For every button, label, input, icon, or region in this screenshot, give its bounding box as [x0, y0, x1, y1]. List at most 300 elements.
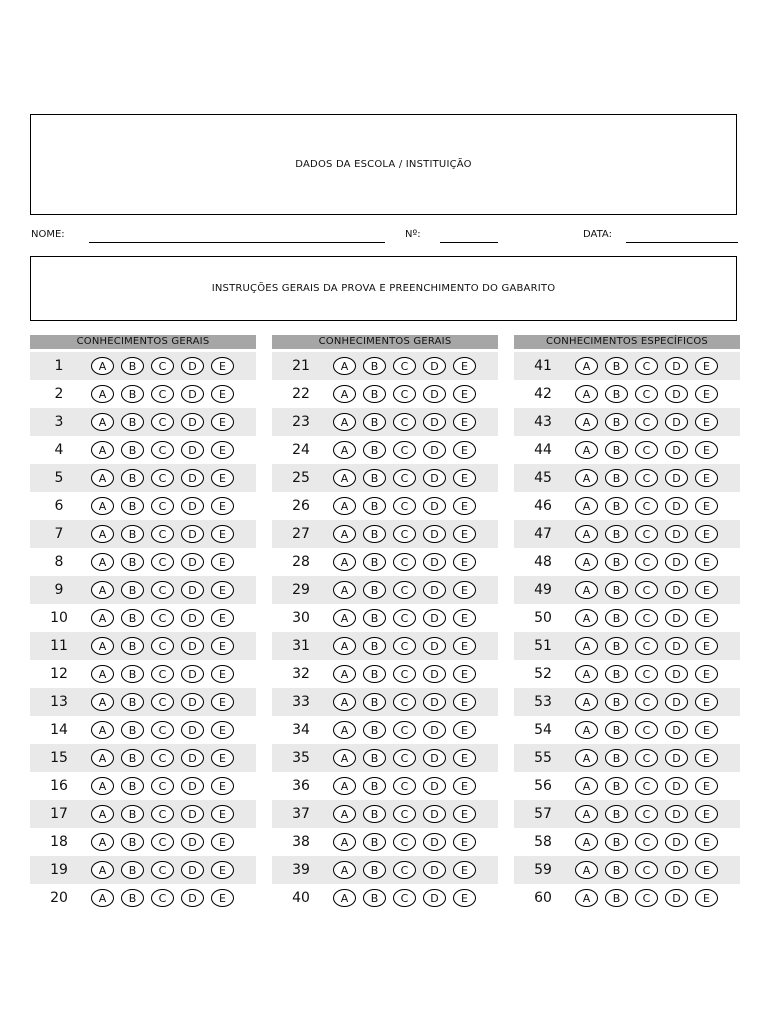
answer-bubble-a[interactable]: A: [575, 777, 598, 795]
answer-bubble-e[interactable]: E: [453, 805, 476, 823]
answer-bubble-a[interactable]: A: [575, 637, 598, 655]
answer-bubble-e[interactable]: E: [453, 385, 476, 403]
answer-bubble-a[interactable]: A: [575, 665, 598, 683]
answer-bubble-a[interactable]: A: [91, 637, 114, 655]
answer-bubble-e[interactable]: E: [453, 525, 476, 543]
answer-bubble-b[interactable]: B: [363, 553, 386, 571]
answer-bubble-a[interactable]: A: [91, 665, 114, 683]
answer-bubble-c[interactable]: C: [151, 777, 174, 795]
answer-bubble-c[interactable]: C: [635, 525, 658, 543]
answer-bubble-e[interactable]: E: [453, 637, 476, 655]
answer-bubble-e[interactable]: E: [695, 469, 718, 487]
answer-bubble-b[interactable]: B: [121, 609, 144, 627]
answer-bubble-e[interactable]: E: [453, 693, 476, 711]
answer-bubble-b[interactable]: B: [605, 609, 628, 627]
answer-bubble-b[interactable]: B: [121, 413, 144, 431]
answer-bubble-b[interactable]: B: [605, 385, 628, 403]
answer-bubble-e[interactable]: E: [453, 861, 476, 879]
answer-bubble-b[interactable]: B: [605, 497, 628, 515]
answer-bubble-e[interactable]: E: [211, 721, 234, 739]
answer-bubble-e[interactable]: E: [211, 357, 234, 375]
answer-bubble-d[interactable]: D: [665, 413, 688, 431]
answer-bubble-a[interactable]: A: [91, 497, 114, 515]
answer-bubble-c[interactable]: C: [635, 385, 658, 403]
answer-bubble-b[interactable]: B: [605, 581, 628, 599]
answer-bubble-a[interactable]: A: [333, 357, 356, 375]
answer-bubble-d[interactable]: D: [181, 469, 204, 487]
answer-bubble-d[interactable]: D: [665, 721, 688, 739]
answer-bubble-d[interactable]: D: [423, 525, 446, 543]
answer-bubble-a[interactable]: A: [333, 693, 356, 711]
answer-bubble-e[interactable]: E: [211, 581, 234, 599]
answer-bubble-d[interactable]: D: [423, 441, 446, 459]
answer-bubble-e[interactable]: E: [695, 413, 718, 431]
answer-bubble-b[interactable]: B: [121, 665, 144, 683]
answer-bubble-a[interactable]: A: [91, 833, 114, 851]
answer-bubble-d[interactable]: D: [181, 357, 204, 375]
answer-bubble-d[interactable]: D: [665, 861, 688, 879]
answer-bubble-a[interactable]: A: [91, 889, 114, 907]
answer-bubble-a[interactable]: A: [333, 749, 356, 767]
answer-bubble-b[interactable]: B: [363, 357, 386, 375]
answer-bubble-e[interactable]: E: [211, 861, 234, 879]
answer-bubble-e[interactable]: E: [453, 441, 476, 459]
answer-bubble-b[interactable]: B: [605, 805, 628, 823]
answer-bubble-e[interactable]: E: [695, 889, 718, 907]
answer-bubble-a[interactable]: A: [575, 497, 598, 515]
answer-bubble-e[interactable]: E: [211, 441, 234, 459]
answer-bubble-a[interactable]: A: [91, 441, 114, 459]
answer-bubble-e[interactable]: E: [453, 665, 476, 683]
answer-bubble-b[interactable]: B: [121, 889, 144, 907]
answer-bubble-a[interactable]: A: [91, 861, 114, 879]
answer-bubble-d[interactable]: D: [423, 581, 446, 599]
answer-bubble-a[interactable]: A: [333, 581, 356, 599]
answer-bubble-b[interactable]: B: [121, 721, 144, 739]
answer-bubble-b[interactable]: B: [121, 469, 144, 487]
answer-bubble-e[interactable]: E: [695, 385, 718, 403]
answer-bubble-a[interactable]: A: [575, 721, 598, 739]
answer-bubble-a[interactable]: A: [333, 497, 356, 515]
answer-bubble-d[interactable]: D: [181, 441, 204, 459]
answer-bubble-e[interactable]: E: [211, 385, 234, 403]
answer-bubble-e[interactable]: E: [695, 693, 718, 711]
answer-bubble-d[interactable]: D: [665, 777, 688, 795]
answer-bubble-b[interactable]: B: [363, 525, 386, 543]
answer-bubble-e[interactable]: E: [695, 609, 718, 627]
answer-bubble-a[interactable]: A: [575, 469, 598, 487]
answer-bubble-d[interactable]: D: [665, 637, 688, 655]
answer-bubble-c[interactable]: C: [635, 497, 658, 515]
answer-bubble-d[interactable]: D: [665, 749, 688, 767]
answer-bubble-b[interactable]: B: [605, 749, 628, 767]
answer-bubble-b[interactable]: B: [363, 693, 386, 711]
answer-bubble-c[interactable]: C: [151, 385, 174, 403]
answer-bubble-b[interactable]: B: [121, 441, 144, 459]
answer-bubble-c[interactable]: C: [635, 861, 658, 879]
answer-bubble-b[interactable]: B: [363, 413, 386, 431]
answer-bubble-a[interactable]: A: [575, 693, 598, 711]
answer-bubble-e[interactable]: E: [211, 805, 234, 823]
answer-bubble-c[interactable]: C: [151, 721, 174, 739]
answer-bubble-c[interactable]: C: [635, 777, 658, 795]
answer-bubble-d[interactable]: D: [181, 805, 204, 823]
answer-bubble-e[interactable]: E: [695, 805, 718, 823]
answer-bubble-b[interactable]: B: [605, 413, 628, 431]
answer-bubble-c[interactable]: C: [393, 385, 416, 403]
answer-bubble-c[interactable]: C: [151, 581, 174, 599]
answer-bubble-a[interactable]: A: [333, 553, 356, 571]
answer-bubble-a[interactable]: A: [333, 413, 356, 431]
answer-bubble-d[interactable]: D: [423, 721, 446, 739]
answer-bubble-b[interactable]: B: [121, 861, 144, 879]
answer-bubble-a[interactable]: A: [91, 777, 114, 795]
answer-bubble-c[interactable]: C: [393, 777, 416, 795]
answer-bubble-d[interactable]: D: [423, 665, 446, 683]
answer-bubble-c[interactable]: C: [151, 805, 174, 823]
answer-bubble-c[interactable]: C: [151, 749, 174, 767]
answer-bubble-b[interactable]: B: [363, 637, 386, 655]
answer-bubble-d[interactable]: D: [665, 889, 688, 907]
answer-bubble-c[interactable]: C: [635, 721, 658, 739]
answer-bubble-b[interactable]: B: [605, 777, 628, 795]
answer-bubble-d[interactable]: D: [181, 637, 204, 655]
answer-bubble-d[interactable]: D: [423, 385, 446, 403]
answer-bubble-c[interactable]: C: [151, 357, 174, 375]
answer-bubble-c[interactable]: C: [635, 693, 658, 711]
answer-bubble-e[interactable]: E: [211, 553, 234, 571]
answer-bubble-a[interactable]: A: [575, 889, 598, 907]
answer-bubble-b[interactable]: B: [605, 553, 628, 571]
answer-bubble-c[interactable]: C: [393, 721, 416, 739]
answer-bubble-d[interactable]: D: [423, 553, 446, 571]
answer-bubble-d[interactable]: D: [181, 525, 204, 543]
answer-bubble-b[interactable]: B: [605, 721, 628, 739]
answer-bubble-b[interactable]: B: [363, 665, 386, 683]
answer-bubble-c[interactable]: C: [151, 553, 174, 571]
answer-bubble-d[interactable]: D: [181, 665, 204, 683]
answer-bubble-a[interactable]: A: [575, 749, 598, 767]
answer-bubble-c[interactable]: C: [393, 413, 416, 431]
answer-bubble-a[interactable]: A: [575, 413, 598, 431]
answer-bubble-d[interactable]: D: [181, 497, 204, 515]
answer-bubble-b[interactable]: B: [363, 833, 386, 851]
answer-bubble-b[interactable]: B: [121, 777, 144, 795]
answer-bubble-e[interactable]: E: [695, 581, 718, 599]
answer-bubble-e[interactable]: E: [211, 889, 234, 907]
answer-bubble-c[interactable]: C: [635, 581, 658, 599]
answer-bubble-c[interactable]: C: [151, 693, 174, 711]
answer-bubble-b[interactable]: B: [605, 637, 628, 655]
answer-bubble-a[interactable]: A: [91, 525, 114, 543]
answer-bubble-e[interactable]: E: [695, 525, 718, 543]
answer-bubble-e[interactable]: E: [211, 609, 234, 627]
answer-bubble-d[interactable]: D: [181, 777, 204, 795]
answer-bubble-b[interactable]: B: [605, 889, 628, 907]
answer-bubble-a[interactable]: A: [91, 721, 114, 739]
answer-bubble-b[interactable]: B: [605, 693, 628, 711]
answer-bubble-a[interactable]: A: [333, 665, 356, 683]
answer-bubble-d[interactable]: D: [181, 721, 204, 739]
answer-bubble-b[interactable]: B: [121, 637, 144, 655]
answer-bubble-c[interactable]: C: [393, 553, 416, 571]
answer-bubble-b[interactable]: B: [363, 469, 386, 487]
answer-bubble-c[interactable]: C: [151, 413, 174, 431]
answer-bubble-c[interactable]: C: [151, 637, 174, 655]
answer-bubble-e[interactable]: E: [453, 609, 476, 627]
answer-bubble-a[interactable]: A: [333, 637, 356, 655]
answer-bubble-d[interactable]: D: [423, 889, 446, 907]
answer-bubble-c[interactable]: C: [393, 525, 416, 543]
answer-bubble-e[interactable]: E: [211, 749, 234, 767]
answer-bubble-a[interactable]: A: [91, 553, 114, 571]
date-field[interactable]: [626, 242, 738, 243]
answer-bubble-a[interactable]: A: [575, 357, 598, 375]
answer-bubble-c[interactable]: C: [635, 749, 658, 767]
answer-bubble-b[interactable]: B: [121, 833, 144, 851]
answer-bubble-c[interactable]: C: [393, 665, 416, 683]
answer-bubble-c[interactable]: C: [393, 833, 416, 851]
answer-bubble-b[interactable]: B: [605, 441, 628, 459]
answer-bubble-e[interactable]: E: [211, 637, 234, 655]
answer-bubble-a[interactable]: A: [333, 861, 356, 879]
answer-bubble-c[interactable]: C: [393, 469, 416, 487]
answer-bubble-d[interactable]: D: [423, 497, 446, 515]
answer-bubble-d[interactable]: D: [181, 749, 204, 767]
answer-bubble-c[interactable]: C: [635, 469, 658, 487]
answer-bubble-d[interactable]: D: [665, 469, 688, 487]
answer-bubble-a[interactable]: A: [333, 777, 356, 795]
answer-bubble-e[interactable]: E: [211, 693, 234, 711]
answer-bubble-d[interactable]: D: [181, 861, 204, 879]
answer-bubble-c[interactable]: C: [635, 833, 658, 851]
answer-bubble-c[interactable]: C: [151, 833, 174, 851]
answer-bubble-b[interactable]: B: [363, 609, 386, 627]
answer-bubble-d[interactable]: D: [181, 833, 204, 851]
answer-bubble-a[interactable]: A: [91, 749, 114, 767]
answer-bubble-d[interactable]: D: [181, 385, 204, 403]
answer-bubble-c[interactable]: C: [393, 749, 416, 767]
answer-bubble-b[interactable]: B: [605, 665, 628, 683]
answer-bubble-d[interactable]: D: [665, 525, 688, 543]
answer-bubble-b[interactable]: B: [363, 721, 386, 739]
answer-bubble-b[interactable]: B: [121, 553, 144, 571]
answer-bubble-e[interactable]: E: [695, 861, 718, 879]
answer-bubble-e[interactable]: E: [211, 665, 234, 683]
answer-bubble-c[interactable]: C: [635, 609, 658, 627]
answer-bubble-d[interactable]: D: [423, 609, 446, 627]
answer-bubble-b[interactable]: B: [121, 581, 144, 599]
answer-bubble-b[interactable]: B: [121, 525, 144, 543]
answer-bubble-c[interactable]: C: [393, 637, 416, 655]
answer-bubble-e[interactable]: E: [453, 889, 476, 907]
answer-bubble-a[interactable]: A: [575, 581, 598, 599]
answer-bubble-e[interactable]: E: [453, 581, 476, 599]
answer-bubble-a[interactable]: A: [91, 469, 114, 487]
answer-bubble-d[interactable]: D: [423, 693, 446, 711]
answer-bubble-d[interactable]: D: [665, 385, 688, 403]
answer-bubble-c[interactable]: C: [393, 889, 416, 907]
answer-bubble-d[interactable]: D: [665, 609, 688, 627]
answer-bubble-d[interactable]: D: [423, 833, 446, 851]
answer-bubble-a[interactable]: A: [91, 805, 114, 823]
answer-bubble-c[interactable]: C: [393, 441, 416, 459]
answer-bubble-d[interactable]: D: [665, 441, 688, 459]
answer-bubble-a[interactable]: A: [575, 525, 598, 543]
answer-bubble-e[interactable]: E: [453, 777, 476, 795]
answer-bubble-d[interactable]: D: [423, 637, 446, 655]
answer-bubble-e[interactable]: E: [695, 357, 718, 375]
answer-bubble-d[interactable]: D: [181, 553, 204, 571]
answer-bubble-d[interactable]: D: [181, 609, 204, 627]
answer-bubble-c[interactable]: C: [635, 665, 658, 683]
answer-bubble-d[interactable]: D: [665, 357, 688, 375]
answer-bubble-a[interactable]: A: [333, 609, 356, 627]
answer-bubble-a[interactable]: A: [575, 553, 598, 571]
number-field[interactable]: [440, 242, 498, 243]
answer-bubble-e[interactable]: E: [453, 497, 476, 515]
answer-bubble-b[interactable]: B: [121, 385, 144, 403]
answer-bubble-a[interactable]: A: [575, 805, 598, 823]
answer-bubble-b[interactable]: B: [363, 497, 386, 515]
answer-bubble-d[interactable]: D: [423, 777, 446, 795]
answer-bubble-d[interactable]: D: [423, 861, 446, 879]
answer-bubble-c[interactable]: C: [635, 441, 658, 459]
answer-bubble-d[interactable]: D: [423, 749, 446, 767]
answer-bubble-b[interactable]: B: [363, 861, 386, 879]
answer-bubble-d[interactable]: D: [665, 497, 688, 515]
answer-bubble-d[interactable]: D: [665, 693, 688, 711]
answer-bubble-a[interactable]: A: [333, 469, 356, 487]
answer-bubble-b[interactable]: B: [121, 357, 144, 375]
answer-bubble-b[interactable]: B: [605, 525, 628, 543]
answer-bubble-b[interactable]: B: [121, 693, 144, 711]
answer-bubble-c[interactable]: C: [635, 805, 658, 823]
answer-bubble-d[interactable]: D: [423, 413, 446, 431]
answer-bubble-a[interactable]: A: [91, 581, 114, 599]
answer-bubble-d[interactable]: D: [665, 665, 688, 683]
answer-bubble-b[interactable]: B: [605, 861, 628, 879]
answer-bubble-c[interactable]: C: [151, 861, 174, 879]
answer-bubble-b[interactable]: B: [121, 805, 144, 823]
answer-bubble-b[interactable]: B: [363, 889, 386, 907]
answer-bubble-c[interactable]: C: [393, 805, 416, 823]
answer-bubble-b[interactable]: B: [363, 441, 386, 459]
answer-bubble-c[interactable]: C: [151, 469, 174, 487]
answer-bubble-b[interactable]: B: [363, 581, 386, 599]
answer-bubble-d[interactable]: D: [665, 553, 688, 571]
answer-bubble-e[interactable]: E: [695, 441, 718, 459]
answer-bubble-a[interactable]: A: [91, 609, 114, 627]
answer-bubble-b[interactable]: B: [363, 805, 386, 823]
answer-bubble-e[interactable]: E: [453, 721, 476, 739]
name-field[interactable]: [89, 242, 385, 243]
answer-bubble-a[interactable]: A: [575, 385, 598, 403]
answer-bubble-a[interactable]: A: [575, 861, 598, 879]
answer-bubble-c[interactable]: C: [635, 637, 658, 655]
answer-bubble-b[interactable]: B: [363, 777, 386, 795]
answer-bubble-d[interactable]: D: [423, 357, 446, 375]
answer-bubble-a[interactable]: A: [91, 385, 114, 403]
answer-bubble-c[interactable]: C: [393, 693, 416, 711]
answer-bubble-a[interactable]: A: [333, 833, 356, 851]
answer-bubble-c[interactable]: C: [151, 889, 174, 907]
answer-bubble-c[interactable]: C: [635, 357, 658, 375]
answer-bubble-a[interactable]: A: [333, 889, 356, 907]
answer-bubble-e[interactable]: E: [453, 357, 476, 375]
answer-bubble-e[interactable]: E: [211, 833, 234, 851]
answer-bubble-e[interactable]: E: [453, 469, 476, 487]
answer-bubble-a[interactable]: A: [575, 609, 598, 627]
answer-bubble-c[interactable]: C: [151, 497, 174, 515]
answer-bubble-e[interactable]: E: [211, 777, 234, 795]
answer-bubble-c[interactable]: C: [393, 357, 416, 375]
answer-bubble-a[interactable]: A: [333, 721, 356, 739]
answer-bubble-a[interactable]: A: [575, 833, 598, 851]
answer-bubble-b[interactable]: B: [363, 385, 386, 403]
answer-bubble-c[interactable]: C: [151, 441, 174, 459]
answer-bubble-e[interactable]: E: [695, 665, 718, 683]
answer-bubble-c[interactable]: C: [635, 889, 658, 907]
answer-bubble-a[interactable]: A: [575, 441, 598, 459]
answer-bubble-e[interactable]: E: [695, 833, 718, 851]
answer-bubble-a[interactable]: A: [333, 385, 356, 403]
answer-bubble-c[interactable]: C: [393, 609, 416, 627]
answer-bubble-b[interactable]: B: [605, 357, 628, 375]
answer-bubble-b[interactable]: B: [363, 749, 386, 767]
answer-bubble-e[interactable]: E: [453, 413, 476, 431]
answer-bubble-e[interactable]: E: [211, 469, 234, 487]
answer-bubble-a[interactable]: A: [333, 441, 356, 459]
answer-bubble-a[interactable]: A: [333, 805, 356, 823]
answer-bubble-a[interactable]: A: [91, 693, 114, 711]
answer-bubble-d[interactable]: D: [665, 833, 688, 851]
answer-bubble-c[interactable]: C: [151, 525, 174, 543]
answer-bubble-e[interactable]: E: [695, 637, 718, 655]
answer-bubble-e[interactable]: E: [695, 721, 718, 739]
answer-bubble-a[interactable]: A: [91, 357, 114, 375]
answer-bubble-c[interactable]: C: [635, 413, 658, 431]
answer-bubble-e[interactable]: E: [211, 413, 234, 431]
answer-bubble-d[interactable]: D: [181, 693, 204, 711]
answer-bubble-c[interactable]: C: [393, 581, 416, 599]
answer-bubble-d[interactable]: D: [665, 581, 688, 599]
answer-bubble-d[interactable]: D: [423, 805, 446, 823]
answer-bubble-c[interactable]: C: [635, 553, 658, 571]
answer-bubble-b[interactable]: B: [605, 469, 628, 487]
answer-bubble-d[interactable]: D: [423, 469, 446, 487]
answer-bubble-d[interactable]: D: [181, 581, 204, 599]
answer-bubble-c[interactable]: C: [393, 861, 416, 879]
answer-bubble-d[interactable]: D: [181, 413, 204, 431]
answer-bubble-d[interactable]: D: [665, 805, 688, 823]
answer-bubble-b[interactable]: B: [605, 833, 628, 851]
answer-bubble-b[interactable]: B: [121, 749, 144, 767]
answer-bubble-c[interactable]: C: [393, 497, 416, 515]
answer-bubble-a[interactable]: A: [333, 525, 356, 543]
answer-bubble-e[interactable]: E: [695, 749, 718, 767]
answer-bubble-e[interactable]: E: [211, 497, 234, 515]
answer-bubble-c[interactable]: C: [151, 609, 174, 627]
answer-bubble-e[interactable]: E: [453, 749, 476, 767]
answer-bubble-d[interactable]: D: [181, 889, 204, 907]
answer-bubble-e[interactable]: E: [211, 525, 234, 543]
answer-bubble-c[interactable]: C: [151, 665, 174, 683]
answer-bubble-a[interactable]: A: [91, 413, 114, 431]
answer-bubble-e[interactable]: E: [695, 497, 718, 515]
answer-bubble-b[interactable]: B: [121, 497, 144, 515]
answer-bubble-e[interactable]: E: [453, 833, 476, 851]
